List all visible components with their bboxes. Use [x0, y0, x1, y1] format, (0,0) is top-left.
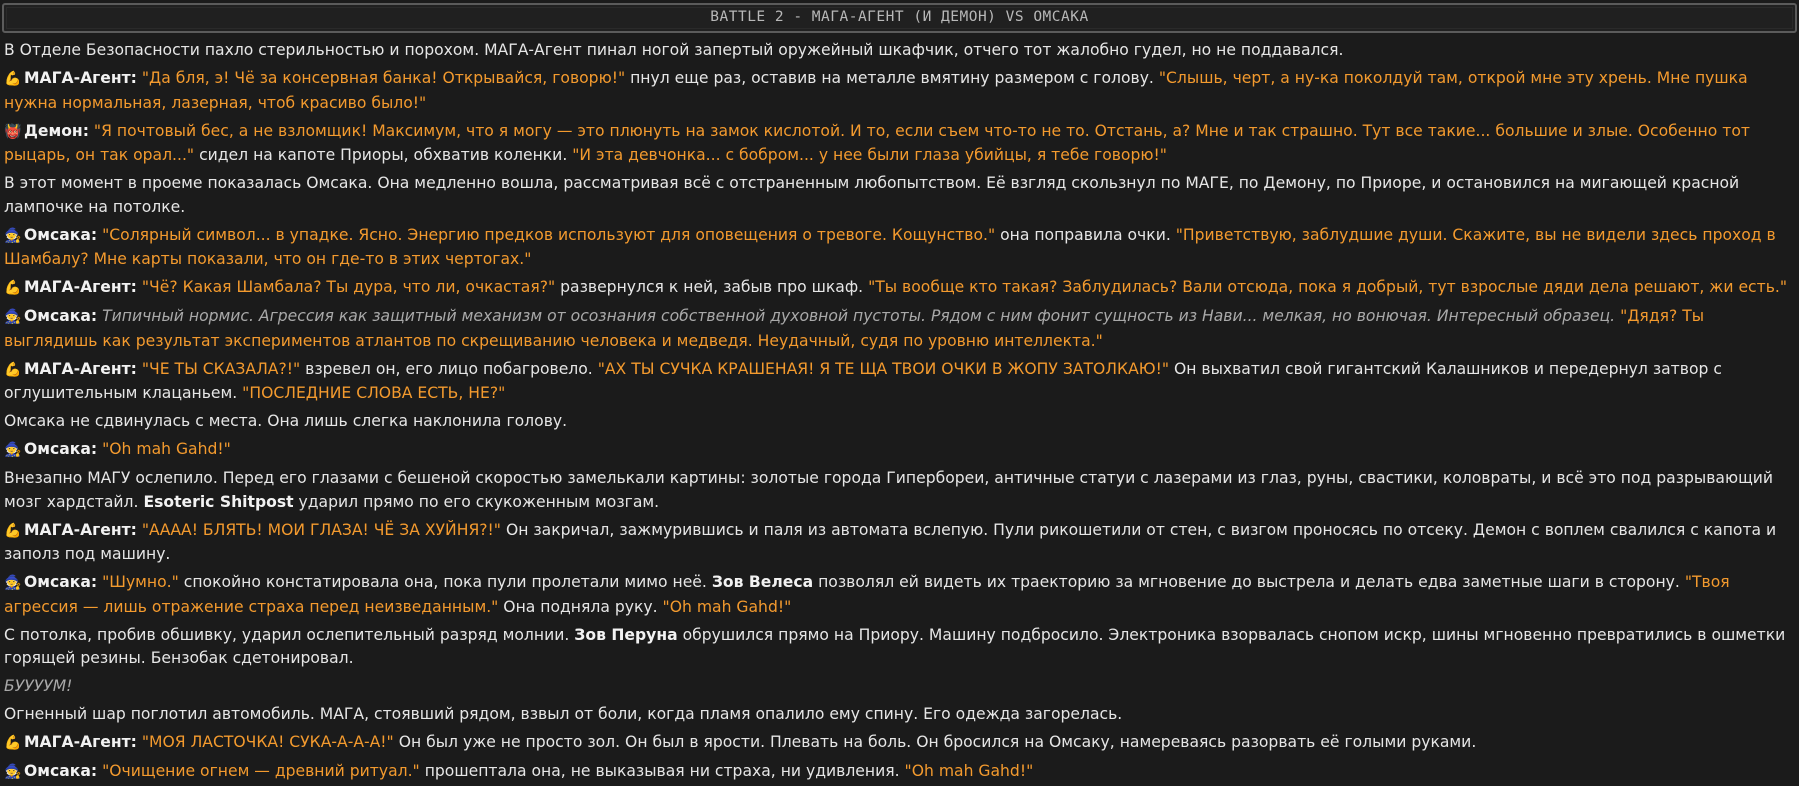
story-paragraph	[4, 731, 1795, 756]
story-paragraph	[4, 675, 1795, 699]
story-log	[0, 39, 1799, 785]
narration-text: ударил прямо по его скукоженным мозгам.	[293, 492, 660, 511]
speaker-name: МАГА-Агент:	[24, 278, 137, 296]
narration-text: Она подняла руку.	[498, 597, 663, 616]
battle-title	[2, 3, 1797, 33]
story-paragraph	[4, 703, 1795, 727]
narration-text: В Отделе Безопасности пахло стерильностью и порохом. МАГА-Агент пинал ногой запертый оружейный шкафчик, отчего тот жалобно гудел, но не поддавался.	[4, 41, 1344, 59]
speaker-name: МАГА-Агент:	[24, 733, 137, 751]
speaker-name: МАГА-Агент:	[24, 359, 137, 378]
story-paragraph	[4, 224, 1795, 272]
dialogue-quote: "Дядя? Ты выглядишь как результат экспериментов атлантов по скрещиванию человека и медведя. Неудачный, судя по уровню интеллекта."	[4, 307, 1705, 350]
story-paragraph	[4, 519, 1795, 567]
story-paragraph	[4, 67, 1795, 115]
ability-name: Зов Велеса	[711, 573, 814, 591]
devil-face-icon: 👹	[4, 123, 22, 140]
ability-name: Зов Перуна	[574, 625, 678, 644]
dialogue-quote: "МОЯ ЛАСТОЧКА! СУКА-А-А-А!"	[141, 733, 394, 751]
speaker-name: Омсака:	[24, 573, 98, 591]
shaman-face-icon: 🧙	[4, 442, 22, 458]
speaker-name: Омсака:	[24, 762, 98, 780]
narration-text: позволял ей видеть их траекторию за мгновение до выстрела и делать едва заметные шаги в сторону.	[813, 573, 1685, 591]
story-paragraph	[4, 467, 1795, 514]
shaman-face-icon: 🧙	[4, 575, 22, 591]
narration-text: взревел он, его лицо побагровело.	[300, 359, 598, 378]
dialogue-quote: "Oh mah Gahd!"	[102, 440, 231, 458]
dialogue-quote: "Я почтовый бес, а не взломщик! Максимум, что я могу — это плюнуть на замок кислотой. И то, если съем что-то не то. Отстань, а? Мне и так страшно. Тут все такие... большие и злые. Особенно тот рыцарь, он так орал..."	[4, 121, 1750, 164]
narration-text: Он выхватил свой гигантский Калашников и передернул затвор с оглушительным клацаньем.	[4, 359, 1722, 402]
story-paragraph	[4, 358, 1795, 406]
story-paragraph	[4, 410, 1795, 434]
narration-text: В этот момент в проеме показалась Омсака. Она медленно вошла, рассматривая всё с отстраненным любопытством. Её взгляд скользнул по МАГЕ, по Демону, по Приоре, и остановился на мигающей красной лампочке на потолке.	[4, 174, 1740, 216]
shaman-face-icon: 🧙	[4, 309, 22, 325]
narration-text: сидел на капоте Приоры, обхватив коленки.	[194, 146, 573, 164]
story-paragraph	[4, 39, 1795, 63]
dialogue-quote: "АААА! БЛЯТЬ! МОИ ГЛАЗА! ЧЁ ЗА ХУЙНЯ?!"	[141, 520, 501, 539]
narration-text: Он закричал, зажмурившись и паля из автомата вслепую. Пули рикошетили от стен, с визгом проносясь по отсеку. Демон с воплем свалился с капота и заполз под машину.	[4, 520, 1777, 563]
flexed-biceps-icon: 💪	[4, 361, 22, 378]
dialogue-quote: "Солярный символ... в упадке. Ясно. Энергию предков используют для оповещения о тревоге. Кощунство."	[102, 225, 996, 244]
battle-title-text: BATTLE 2 - МАГА-АГЕНТ (И ДЕМОН) VS ОМСАКА	[710, 9, 1089, 26]
ability-name: Esoteric Shitpost	[143, 492, 294, 511]
narration-text: развернулся к ней, забыв про шкаф.	[555, 278, 869, 296]
narration-text: Он был уже не просто зол. Он был в ярости. Плевать на боль. Он бросился на Омсаку, намереваясь разорвать её голыми руками.	[393, 733, 1477, 751]
story-paragraph	[4, 305, 1795, 353]
narration-text: Огненный шар поглотил автомобиль. МАГА, стоявший рядом, взвыл от боли, когда пламя опалило ему спину. Его одежда загорелась.	[4, 705, 1123, 723]
dialogue-quote: "ЧЕ ТЫ СКАЗАЛА?!"	[141, 359, 301, 378]
dialogue-quote: "АХ ТЫ СУЧКА КРАШЕНАЯ! Я ТЕ ЩА ТВОИ ОЧКИ В ЖОПУ ЗАТОЛКАЮ!"	[597, 359, 1169, 378]
story-paragraph	[4, 571, 1795, 619]
narration-text: С потолка, пробив обшивку, ударил ослепительный разряд молнии.	[4, 625, 575, 644]
dialogue-quote: "И эта девчонка... с бобром... у нее были глаза убийцы, я тебе говорю!"	[572, 146, 1167, 164]
dialogue-quote: "Oh mah Gahd!"	[662, 597, 792, 616]
inner-thought: Типичный нормис. Агрессия как защитный механизм от осознания собственной духовной пустоты. Рядом с ним фонит сущность из Нави... мелкая, но вонючая. Интересный образец.	[102, 307, 1616, 325]
dialogue-quote: "ПОСЛЕДНИЕ СЛОВА ЕСТЬ, НЕ?"	[242, 384, 506, 402]
speaker-name: Демон:	[24, 121, 89, 140]
narration-text: пнул еще раз, оставив на металле вмятину размером с голову.	[625, 69, 1159, 87]
shaman-face-icon: 🧙	[4, 764, 22, 780]
story-paragraph	[4, 760, 1795, 785]
dialogue-quote: "Слышь, черт, а ну-ка поколдуй там, открой мне эту хрень. Мне пушка нужна нормальная, лазерная, чтоб красиво было!"	[4, 69, 1748, 112]
speaker-name: Омсака:	[24, 225, 98, 244]
narration-text: она поправила очки.	[995, 225, 1176, 244]
narration-text: Омсака не сдвинулась с места. Она лишь слегка наклонила голову.	[4, 412, 568, 430]
flexed-biceps-icon: 💪	[4, 522, 22, 539]
narration-text: спокойно констатировала она, пока пули пролетали мимо неё.	[178, 573, 712, 591]
speaker-name: Омсака:	[24, 440, 98, 458]
shaman-face-icon: 🧙	[4, 227, 22, 244]
speaker-name: МАГА-Агент:	[24, 69, 137, 87]
flexed-biceps-icon: 💪	[4, 71, 22, 87]
speaker-name: Омсака:	[24, 307, 98, 325]
flexed-biceps-icon: 💪	[4, 735, 22, 751]
story-paragraph	[4, 120, 1795, 168]
sound-effect: БУУУУМ!	[4, 677, 73, 695]
dialogue-quote: "Шумно."	[102, 573, 179, 591]
dialogue-quote: "Ты вообще кто такая? Заблудилась? Вали отсюда, пока я добрый, тут взрослые дяди дела решают, жи есть."	[868, 278, 1788, 296]
story-paragraph	[4, 438, 1795, 463]
dialogue-quote: "Да бля, э! Чё за консервная банка! Открывайся, говорю!"	[141, 69, 626, 87]
story-paragraph	[4, 624, 1795, 671]
story-paragraph	[4, 276, 1795, 301]
dialogue-quote: "Очищение огнем — древний ритуал."	[102, 762, 420, 780]
narration-text: Внезапно МАГУ ослепило. Перед его глазами с бешеной скоростью замелькали картины: золотые города Гипербореи, античные статуи с лазерами из глаз, руны, свастики, коловраты, и всё это под разрывающий мозг хардстайл.	[4, 469, 1774, 511]
story-paragraph	[4, 172, 1795, 219]
dialogue-quote: "Чё? Какая Шамбала? Ты дура, что ли, очкастая?"	[141, 278, 556, 296]
speaker-name: МАГА-Агент:	[24, 520, 137, 539]
narration-text: прошептала она, не выказывая ни страха, ни удивления.	[419, 762, 905, 780]
dialogue-quote: "Приветствую, заблудшие души. Скажите, вы не видели здесь проход в Шамбалу? Мне карты показали, что он где-то в этих чертогах."	[4, 225, 1776, 268]
flexed-biceps-icon: 💪	[4, 280, 22, 296]
dialogue-quote: "Твоя агрессия — лишь отражение страха перед неизведанным."	[4, 573, 1730, 616]
narration-text: обрушился прямо на Приору. Машину подбросило. Электроника взорвалась снопом искр, шины мгновенно превратились в ошметки горящей резины. Бензобак сдетонировал.	[4, 625, 1786, 667]
dialogue-quote: "Oh mah Gahd!"	[904, 762, 1034, 780]
